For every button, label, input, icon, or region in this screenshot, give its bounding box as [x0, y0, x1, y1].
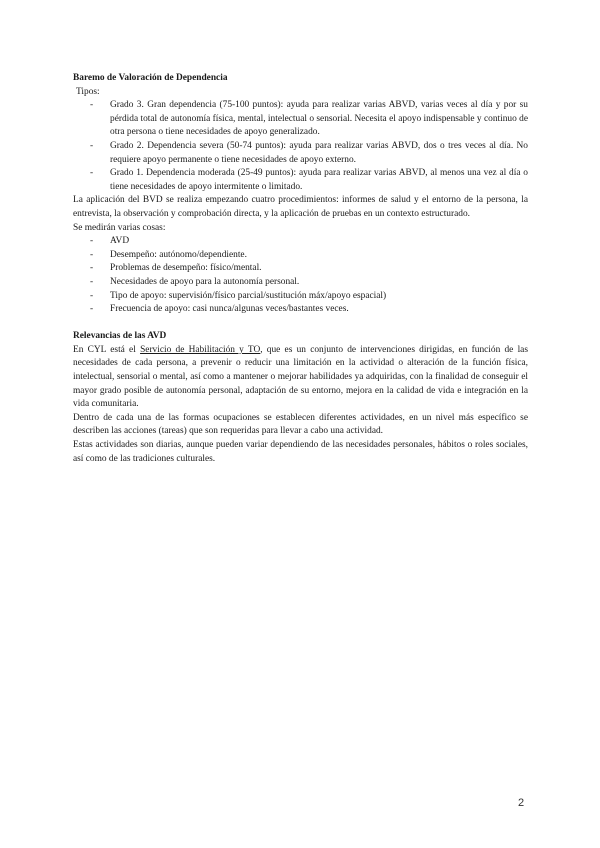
habilitacion-paragraph [73, 344, 528, 412]
list-item-measure [73, 235, 528, 249]
dash-bullet: - [90, 249, 94, 260]
measure-text: Tipo de apoyo: supervisión/físico parcial/sustitución máx/apoyo espacial) [110, 290, 387, 301]
dash-bullet: - [90, 304, 94, 315]
list-item-grade-3 [73, 99, 528, 140]
list-item-measure [73, 290, 528, 304]
grade-text: Grado 1. Dependencia moderada (25-49 puntos): ayuda para realizar varias ABVD, al menos una vez al día o tiene necesidades de apoyo intermitente o limitado. [110, 168, 528, 192]
measure-text: Desempeño: autónomo/dependiente. [110, 249, 247, 260]
daily-activities-paragraph: Estas actividades son diarias, aunque pueden variar dependiendo de las necesidades personales, hábitos o roles sociales, así como de las tradiciones culturales. [73, 440, 528, 464]
page-number: 2 [518, 797, 525, 809]
list-item-grade-1 [73, 167, 528, 194]
list-item-measure [73, 249, 528, 263]
dash-bullet: - [90, 236, 94, 247]
page-content [73, 72, 528, 466]
types-label: Tipos: [76, 86, 100, 97]
section-title-relevancias: Relevancias de las AVD [73, 331, 167, 342]
measure-text: Frecuencia de apoyo: casi nunca/algunas veces/bastantes veces. [110, 304, 349, 315]
list-item-measure [73, 262, 528, 276]
measures-label: Se medirán varias cosas: [73, 222, 166, 233]
dash-bullet: - [90, 276, 94, 287]
paragraph-text: En CYL está el [73, 344, 141, 355]
service-link[interactable]: Servicio de Habilitación y TO [140, 344, 261, 355]
grade-text: Grado 2. Dependencia severa (50-74 puntos): ayuda para realizar varias ABVD, dos o tres veces al día. No requiere apoyo permanente o tiene necesidades de apoyo externo. [110, 140, 528, 165]
measure-text: AVD [110, 236, 130, 247]
list-item-grade-2 [73, 140, 528, 167]
section-spacer [73, 317, 528, 331]
activities-paragraph: Dentro de cada una de las formas ocupaciones se establecen diferentes actividades, en un nivel más específico se describen las acciones (tareas) que son requeridas para llevar a cabo una actividad. [73, 412, 528, 437]
paragraph-text: , que es un conjunto de intervenciones dirigidas, en función de las necesidades de cada persona, a prevenir o reducir una limitación en la actividad o alteración de la función física, intelectual, sensorial o mental, así como a mantener o mejorar habilidades ya adquiridas, con la finalidad de conseguir el mayor grado posible de autonomía personal, adaptación de su entorno, mejora en la calidad de vida e integración en la vida comunitaria. [73, 344, 528, 410]
dash-bullet: - [90, 100, 94, 111]
measures-list [73, 235, 528, 317]
dash-bullet: - [90, 263, 94, 274]
measure-text: Necesidades de apoyo para la autonomía personal. [110, 276, 300, 287]
measure-text: Problemas de desempeño: físico/mental. [110, 263, 262, 274]
grade-text: Grado 3. Gran dependencia (75-100 puntos): ayuda para realizar varias ABVD, varias veces al día y por su pérdida total de autonomía física, mental, intelectual o sensorial. Necesita el apoyo indispensable y continuo de otra persona o tiene necesidades de apoyo generalizado. [110, 100, 528, 138]
list-item-measure [73, 276, 528, 290]
application-paragraph: La aplicación del BVD se realiza empezando cuatro procedimientos: informes de salud y el entorno de la persona, la entrevista, la observación y comprobación directa, y la aplicación de pruebas en un contexto estructurado. [73, 195, 528, 219]
grades-list [73, 99, 528, 194]
section-title-baremo: Baremo de Valoración de Dependencia [73, 73, 228, 83]
list-item-measure [73, 303, 528, 317]
dash-bullet: - [90, 290, 94, 301]
dash-bullet: - [90, 168, 94, 179]
dash-bullet: - [90, 140, 94, 151]
